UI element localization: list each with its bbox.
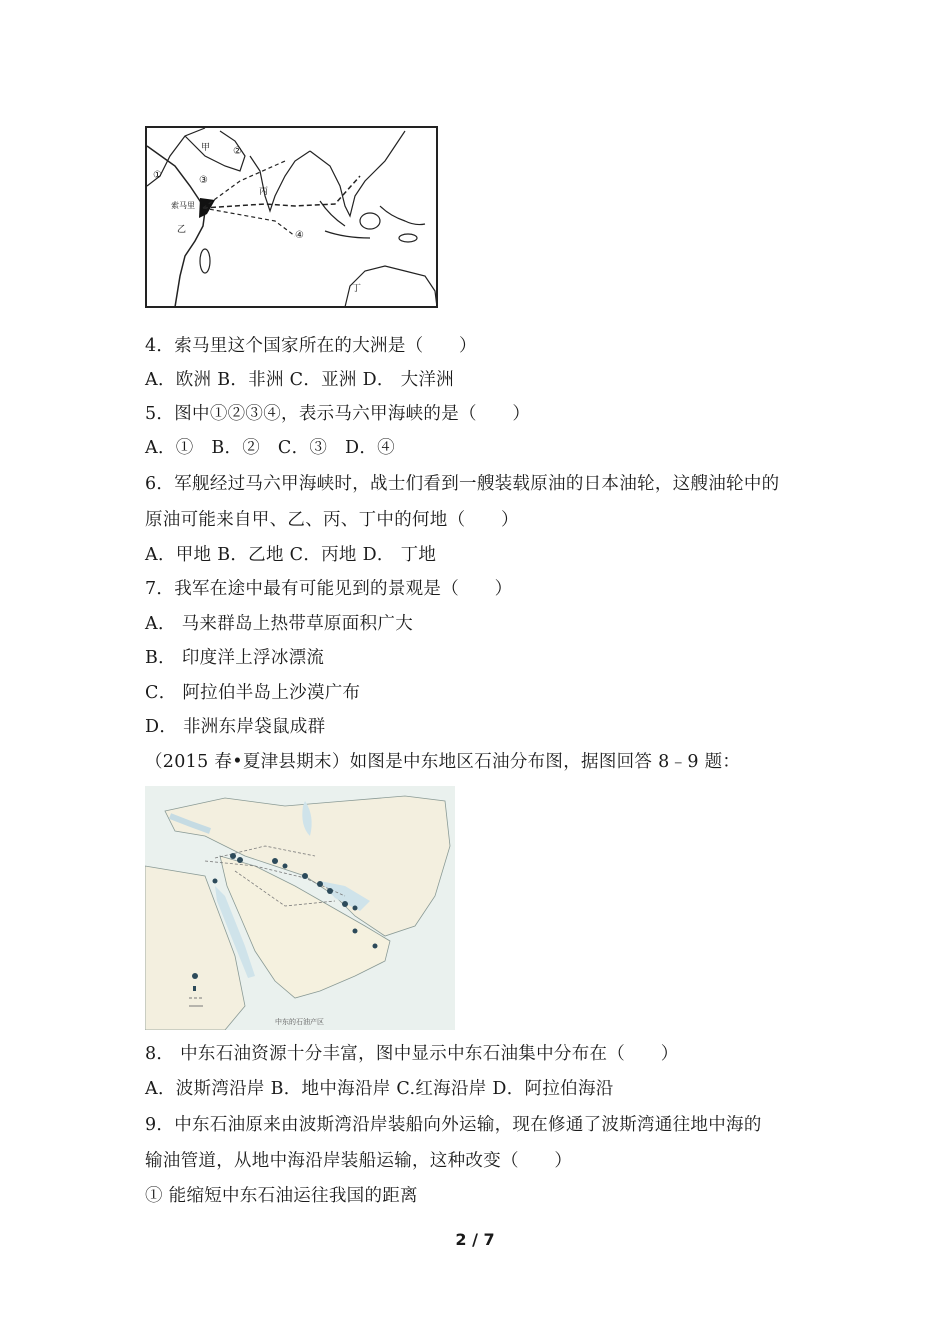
question-4-options: A．欧洲 B．非洲 C．亚洲 D． 大洋洲 <box>145 370 454 390</box>
question-7-option-c: C． 阿拉伯半岛上沙漠广布 <box>145 683 361 703</box>
question-6-options: A．甲地 B．乙地 C．丙地 D． 丁地 <box>145 545 437 565</box>
marker-1: ① <box>153 170 162 181</box>
question-6-stem-line1: 6．军舰经过马六甲海峡时，战士们看到一艘装载原油的日本油轮，这艘油轮中的 <box>145 474 780 494</box>
label-jia: 甲 <box>201 143 211 153</box>
marker-2: ② <box>233 146 242 157</box>
question-7-option-a: A． 马来群岛上热带草原面积广大 <box>145 614 413 634</box>
middle-east-oil-map <box>145 786 455 1030</box>
label-bing: 丙 <box>259 187 269 197</box>
question-9-stem-line1: 9．中东石油原来由波斯湾沿岸装船向外运输，现在修通了波斯湾通往地中海的 <box>145 1115 762 1135</box>
question-6-stem-line2: 原油可能来自甲、乙、丙、丁中的何地（ ） <box>145 510 519 530</box>
marker-4: ④ <box>295 230 304 241</box>
question-8-options: A．波斯湾沿岸 B．地中海沿岸 C.红海沿岸 D．阿拉伯海沿 <box>145 1079 614 1099</box>
question-5-options: A．① B．② C．③ D．④ <box>145 438 395 458</box>
label-somalia: 索马里 <box>171 201 195 210</box>
label-ding: 丁 <box>352 284 362 294</box>
question-9-stem-line2: 输油管道，从地中海沿岸装船运输，这种改变（ ） <box>145 1151 573 1171</box>
section-intro: （2015 春•夏津县期末）如图是中东地区石油分布图，据图回答 8﹣9 题： <box>145 752 741 772</box>
question-9-item-1: ① 能缩短中东石油运往我国的距离 <box>145 1186 418 1206</box>
label-yi: 乙 <box>177 225 187 235</box>
route-map <box>145 126 438 308</box>
map-caption: 中东的石油产区 <box>275 1018 324 1026</box>
question-8-stem: 8． 中东石油资源十分丰富，图中显示中东石油集中分布在（ ） <box>145 1044 679 1064</box>
marker-3: ③ <box>199 175 208 186</box>
question-4-stem: 4．索马里这个国家所在的大洲是（ ） <box>145 336 477 356</box>
question-7-option-d: D． 非洲东岸袋鼠成群 <box>145 717 326 737</box>
question-7-option-b: B． 印度洋上浮冰漂流 <box>145 648 325 668</box>
question-7-stem: 7．我军在途中最有可能见到的景观是（ ） <box>145 579 513 599</box>
page-number: 2 / 7 <box>455 1230 495 1249</box>
question-5-stem: 5．图中①②③④，表示马六甲海峡的是（ ） <box>145 404 531 424</box>
